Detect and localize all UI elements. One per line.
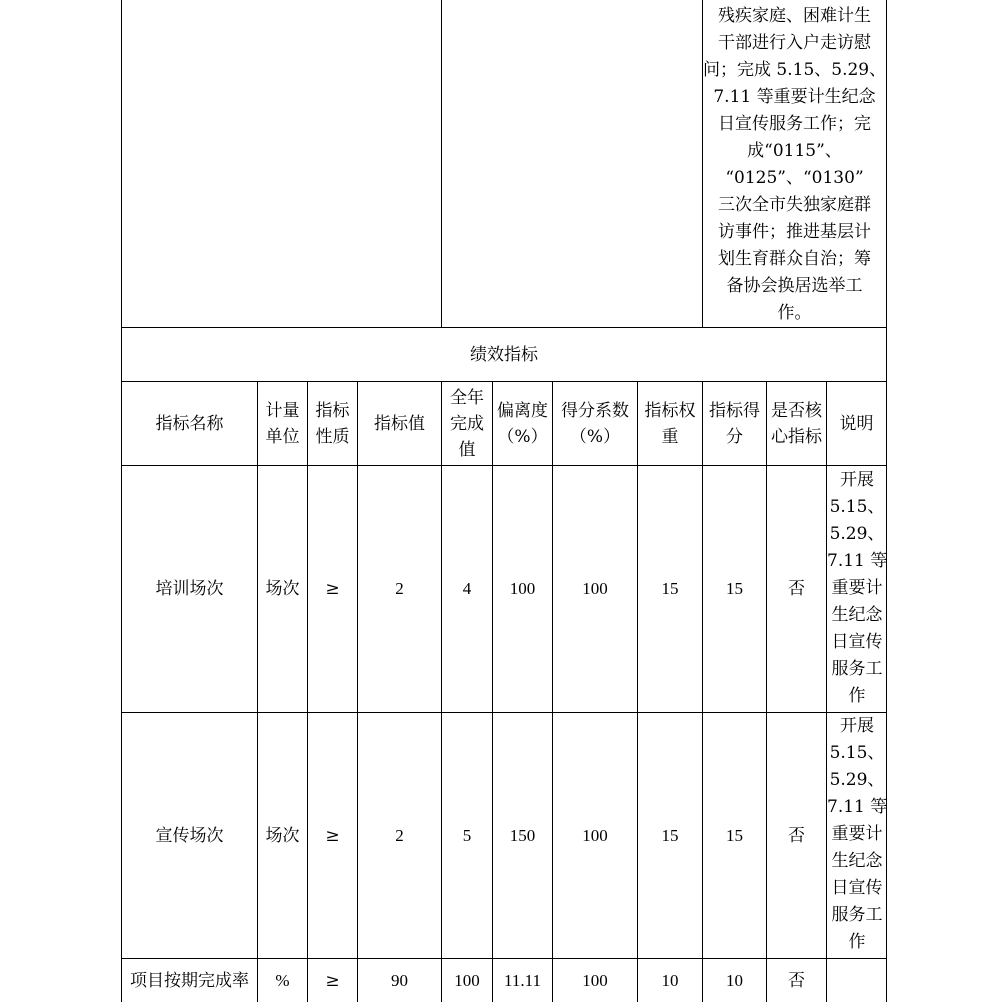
row1-note (827, 467, 887, 710)
row2-value: 2 (395, 825, 404, 845)
header-coef-line: （%） (569, 426, 621, 447)
note-line: 作 (848, 686, 866, 706)
header-unit-line: 计量 (265, 400, 300, 421)
row1-deviation: 100 (509, 579, 536, 598)
row1-name: 培训场次 (155, 579, 224, 599)
row1-annual: 4 (462, 579, 472, 598)
header-weight-line: 指标权 (644, 400, 696, 421)
header-note: 说明 (839, 413, 874, 434)
header-deviation-line: 偏离度 (497, 400, 548, 421)
row1-coef: 100 (582, 579, 608, 598)
note-line: 生纪念 (831, 851, 883, 871)
header-score-line: 分 (726, 426, 743, 447)
text-line: “0125”、“0130” (725, 168, 864, 188)
row3-weight: 10 (661, 970, 679, 990)
note-line: 5.15、 (829, 497, 885, 517)
note-line: 5.29、 (829, 770, 885, 790)
text-line: 残疾家庭、困难计生 (718, 6, 871, 26)
header-annual (442, 382, 492, 465)
note-line: 生纪念 (831, 605, 883, 625)
row1-nature: ≥ (325, 579, 340, 599)
row1-score: 15 (726, 579, 743, 598)
row2-unit: 场次 (265, 825, 300, 846)
row2-score: 15 (726, 825, 743, 845)
note-line: 重要计 (831, 824, 883, 844)
header-value: 指标值 (374, 413, 425, 434)
note-line: 开展 (840, 470, 874, 490)
header-core-line: 心指标 (771, 426, 822, 447)
header-core-line: 是否核 (771, 400, 822, 421)
row2-nature: ≥ (325, 825, 340, 846)
row2-note (827, 713, 887, 956)
top-divider-1 (441, 0, 442, 327)
row3-deviation: 11.11 (504, 970, 541, 990)
text-line: 备协会换居选举工 (726, 276, 863, 296)
note-line: 7.11 等 (827, 551, 888, 571)
row3-core: 否 (788, 970, 805, 991)
header-unit-line: 单位 (265, 426, 300, 447)
row3-nature: ≥ (325, 970, 340, 991)
note-line: 日宣传 (831, 878, 883, 898)
note-line: 作 (848, 932, 866, 952)
header-coef-line: 得分系数 (561, 400, 629, 421)
header-nature-line: 指标 (315, 400, 350, 421)
text-line: 干部进行入户走访慰 (718, 33, 871, 53)
header-name: 指标名称 (155, 413, 224, 434)
header-nature-line: 性质 (315, 426, 350, 447)
section-title: 绩效指标 (470, 344, 538, 365)
header-score (703, 382, 766, 465)
header-deviation (493, 382, 552, 465)
row2-weight: 15 (661, 825, 679, 845)
row2-deviation: 150 (509, 825, 536, 845)
note-line: 服务工 (831, 905, 883, 925)
note-line: 7.11 等 (827, 797, 888, 817)
row2-coef: 100 (582, 825, 608, 845)
text-line: 作。 (777, 303, 812, 323)
text-line: 成“0115”、 (747, 141, 842, 161)
note-line: 日宣传 (831, 632, 883, 652)
row1-value: 2 (395, 579, 404, 598)
header-weight-line: 重 (661, 426, 679, 447)
header-unit (258, 382, 307, 465)
header-score-line: 指标得 (709, 400, 760, 421)
text-line: 问；完成 5.15、5.29、 (703, 60, 887, 80)
text-line: 三次全市失独家庭群 (718, 195, 871, 215)
row3-score: 10 (726, 970, 743, 990)
note-line: 重要计 (831, 578, 883, 598)
row3-name: 项目按期完成率 (130, 970, 249, 991)
header-annual-line: 全年 (450, 387, 484, 408)
row2-core: 否 (788, 825, 805, 846)
row3-annual: 100 (454, 970, 480, 990)
header-core (767, 382, 826, 465)
row1-core: 否 (788, 579, 805, 599)
note-line: 5.15、 (829, 743, 885, 763)
note-line: 服务工 (831, 659, 883, 679)
row2-name: 宣传场次 (155, 825, 224, 846)
header-nature (308, 382, 357, 465)
header-deviation-line: （%） (497, 426, 548, 447)
row3-unit: % (275, 970, 290, 990)
row2-annual: 5 (462, 825, 472, 845)
row3-coef: 100 (582, 970, 608, 990)
note-line: 5.29、 (829, 524, 885, 544)
header-weight (638, 382, 702, 465)
header-annual-line: 值 (458, 439, 476, 460)
text-line: 划生育群众自治；筹 (718, 249, 871, 269)
row1-unit: 场次 (265, 579, 300, 599)
top-continued-text (703, 3, 886, 327)
row1-weight: 15 (661, 579, 679, 598)
header-coef (553, 382, 637, 465)
text-line: 日宣传服务工作；完 (718, 114, 871, 134)
header-annual-line: 完成 (450, 413, 484, 434)
text-line: 7.11 等重要计生纪念 (713, 87, 876, 107)
note-line: 开展 (840, 716, 874, 736)
text-line: 访事件；推进基层计 (718, 222, 871, 242)
row3-value: 90 (391, 970, 408, 990)
